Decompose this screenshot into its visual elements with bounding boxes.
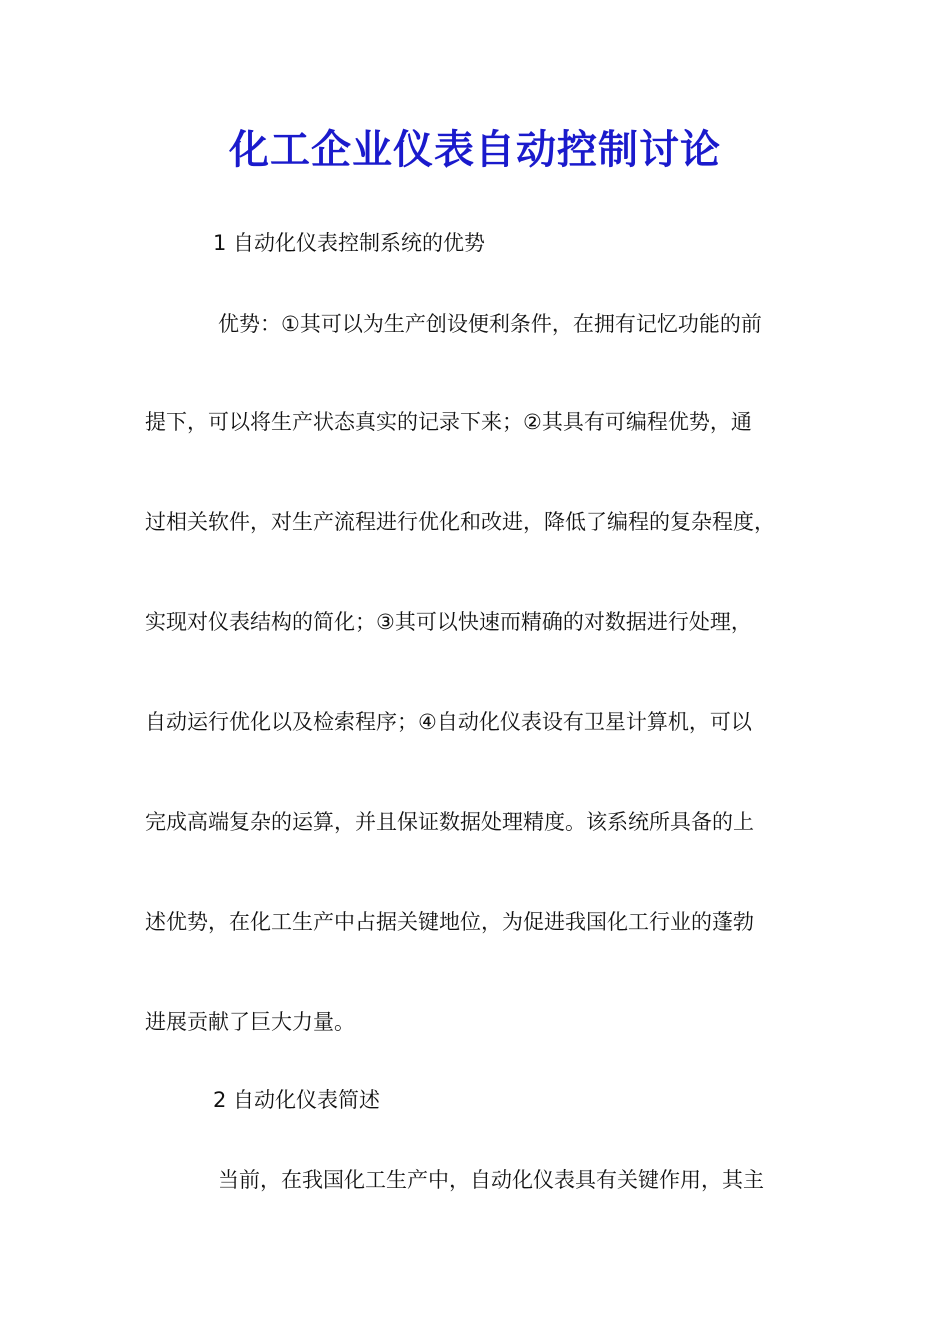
paragraph-line: 当前，在我国化工生产中，自动化仪表具有关键作用，其主 (218, 1168, 764, 1192)
paragraph-line: 过相关软件，对生产流程进行优化和改进，降低了编程的复杂程度， (145, 510, 775, 534)
section-heading-2: 2 自动化仪表简述 (213, 1088, 381, 1112)
paragraph-line: 完成高端复杂的运算，并且保证数据处理精度。该系统所具备的上 (145, 810, 754, 834)
section-heading-1: 1 自动化仪表控制系统的优势 (213, 231, 486, 255)
document-title: 化工企业仪表自动控制讨论 (229, 126, 721, 173)
paragraph-line: 述优势，在化工生产中占据关键地位，为促进我国化工行业的蓬勃 (145, 910, 754, 934)
paragraph-line: 提下，可以将生产状态真实的记录下来；②其具有可编程优势，通 (145, 410, 752, 434)
paragraph-line: 优势：①其可以为生产创设便利条件，在拥有记忆功能的前 (218, 312, 762, 336)
paragraph-line: 实现对仪表结构的简化；③其可以快速而精确的对数据进行处理， (145, 610, 752, 634)
paragraph-line: 自动运行优化以及检索程序；④自动化仪表设有卫星计算机，可以 (145, 710, 752, 734)
paragraph-line: 进展贡献了巨大力量。 (145, 1010, 355, 1034)
